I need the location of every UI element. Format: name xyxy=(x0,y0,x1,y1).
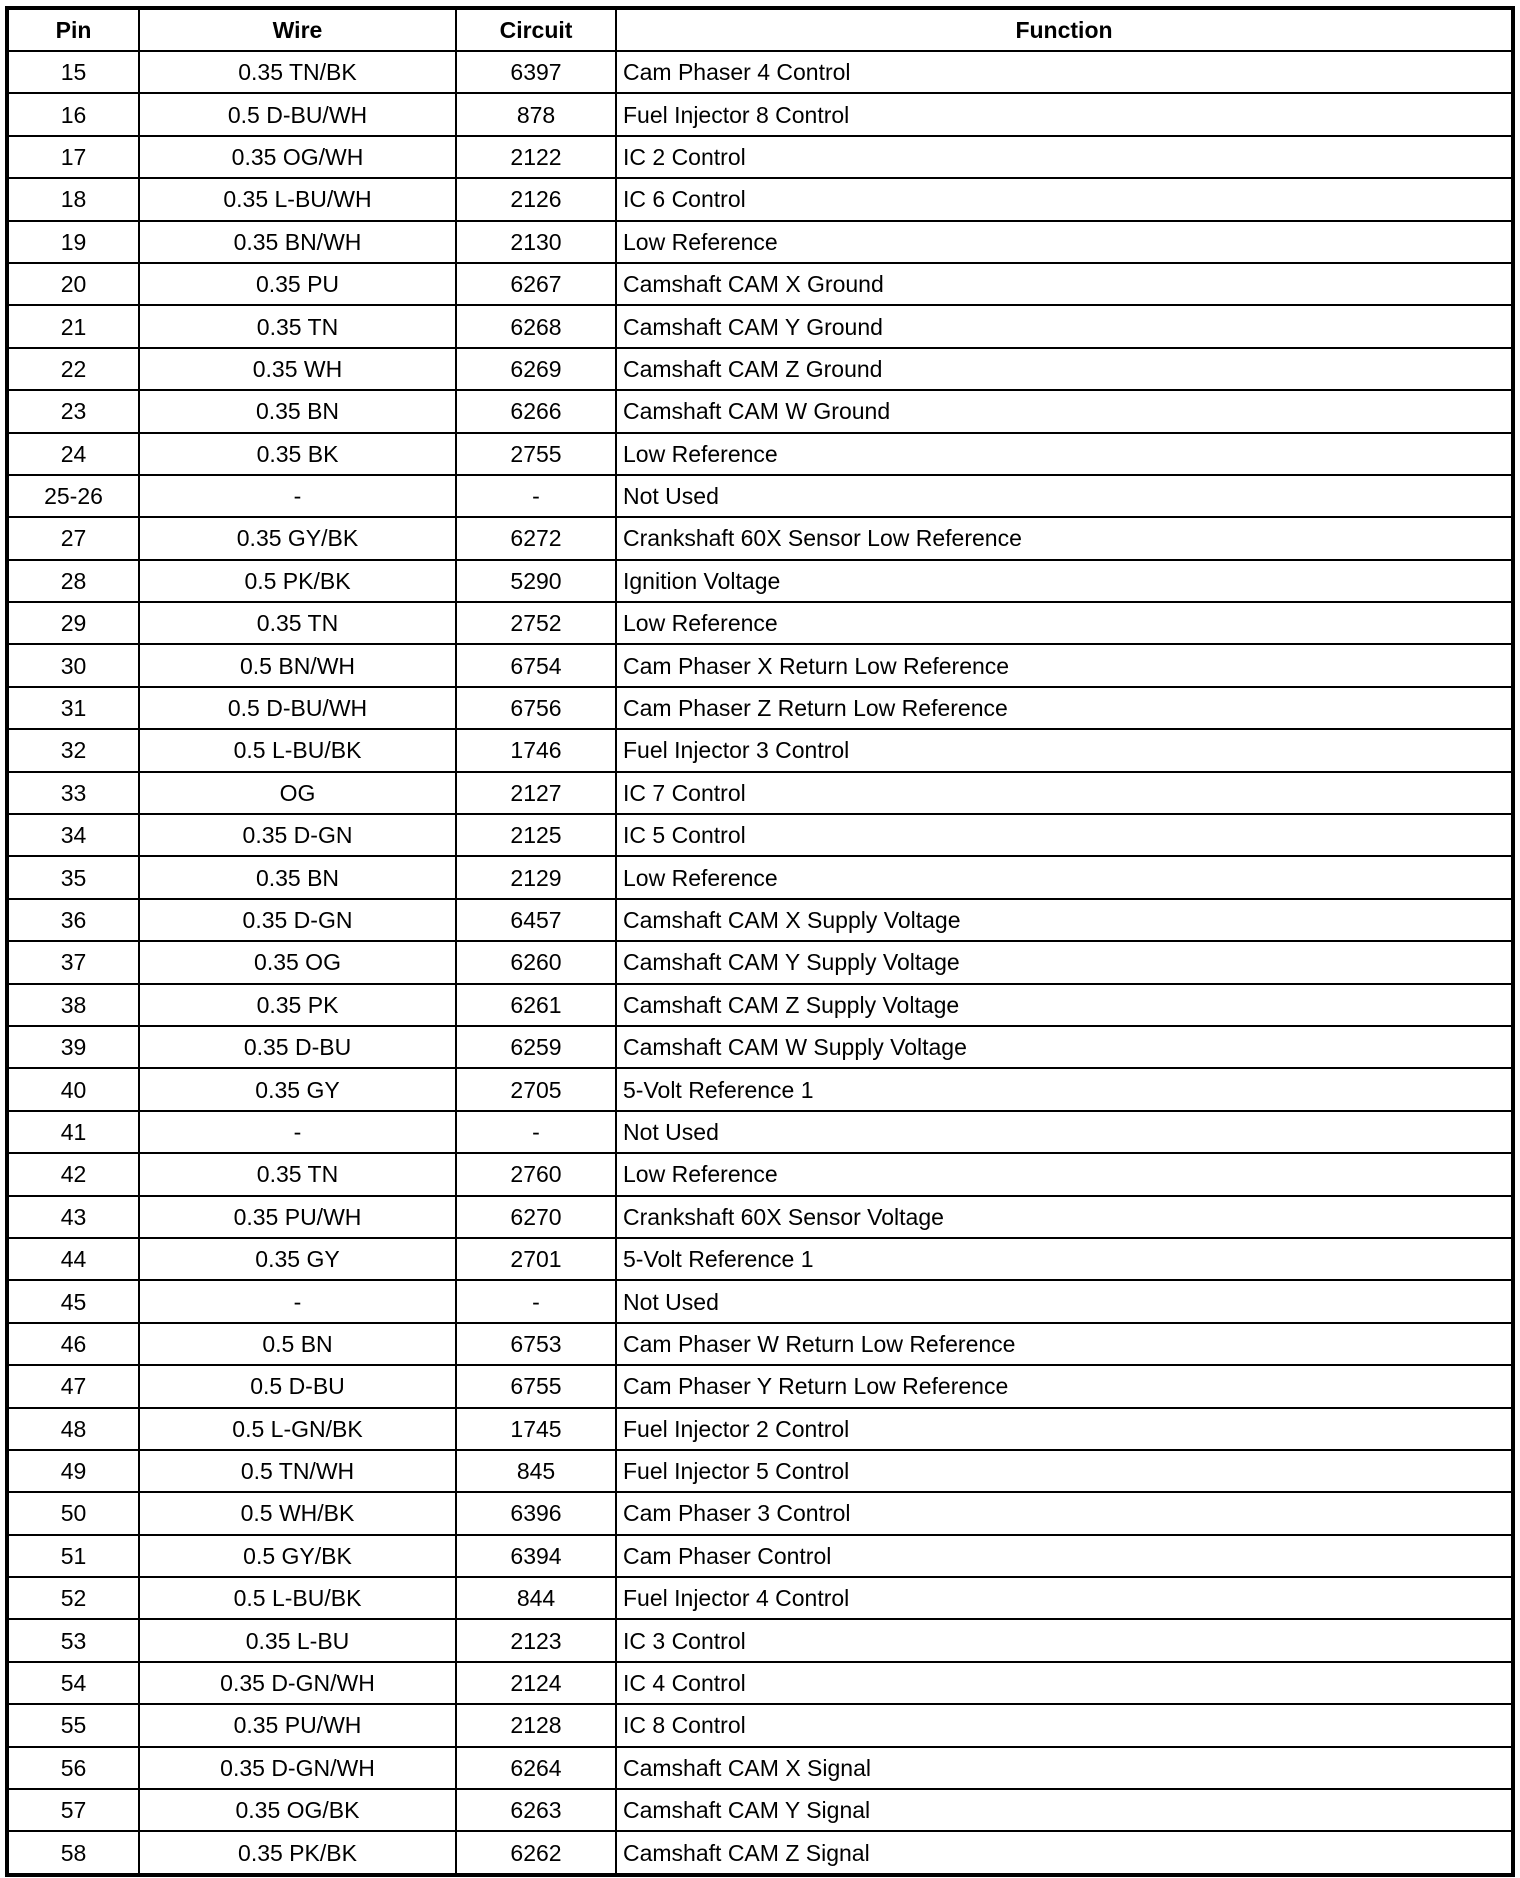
function-cell: Not Used xyxy=(616,1280,1513,1322)
pin-cell: 47 xyxy=(7,1365,139,1407)
pin-cell: 55 xyxy=(7,1704,139,1746)
table-row xyxy=(7,433,1513,475)
function-cell: 5-Volt Reference 1 xyxy=(616,1068,1513,1110)
pin-cell: 35 xyxy=(7,856,139,898)
function-cell: Ignition Voltage xyxy=(616,560,1513,602)
pin-cell: 30 xyxy=(7,644,139,686)
wire-cell: 0.35 D-BU xyxy=(139,1026,456,1068)
table-row xyxy=(7,1026,1513,1068)
circuit-cell: 6261 xyxy=(456,984,616,1026)
table-row xyxy=(7,1153,1513,1195)
table-row xyxy=(7,1662,1513,1704)
circuit-cell: - xyxy=(456,475,616,517)
table-row xyxy=(7,263,1513,305)
circuit-cell: 6268 xyxy=(456,305,616,347)
circuit-cell: 1746 xyxy=(456,729,616,771)
table-row xyxy=(7,51,1513,93)
circuit-cell: 2760 xyxy=(456,1153,616,1195)
pin-cell: 32 xyxy=(7,729,139,771)
function-cell: Low Reference xyxy=(616,433,1513,475)
function-cell: IC 8 Control xyxy=(616,1704,1513,1746)
pin-cell: 46 xyxy=(7,1323,139,1365)
function-cell: IC 7 Control xyxy=(616,772,1513,814)
wire-cell: 0.35 TN xyxy=(139,602,456,644)
wire-cell: 0.35 D-GN xyxy=(139,814,456,856)
circuit-cell: 6266 xyxy=(456,390,616,432)
pin-cell: 52 xyxy=(7,1577,139,1619)
table-row xyxy=(7,899,1513,941)
pin-cell: 49 xyxy=(7,1450,139,1492)
circuit-cell: 2752 xyxy=(456,602,616,644)
table-row xyxy=(7,1068,1513,1110)
function-cell: IC 5 Control xyxy=(616,814,1513,856)
wire-cell: 0.5 L-BU/BK xyxy=(139,1577,456,1619)
wire-cell: 0.35 PK/BK xyxy=(139,1831,456,1874)
pin-cell: 20 xyxy=(7,263,139,305)
wire-cell: 0.35 GY xyxy=(139,1238,456,1280)
circuit-cell: 2705 xyxy=(456,1068,616,1110)
circuit-cell: 2127 xyxy=(456,772,616,814)
table-row xyxy=(7,984,1513,1026)
circuit-cell: 6259 xyxy=(456,1026,616,1068)
function-cell: Low Reference xyxy=(616,602,1513,644)
wire-cell: 0.35 OG/WH xyxy=(139,136,456,178)
wire-cell: 0.35 D-GN xyxy=(139,899,456,941)
function-cell: Camshaft CAM Y Signal xyxy=(616,1789,1513,1831)
pin-cell: 16 xyxy=(7,93,139,135)
function-cell: Cam Phaser 4 Control xyxy=(616,51,1513,93)
function-cell: Camshaft CAM W Ground xyxy=(616,390,1513,432)
pin-cell: 19 xyxy=(7,221,139,263)
function-cell: Camshaft CAM Y Ground xyxy=(616,305,1513,347)
circuit-cell: 6269 xyxy=(456,348,616,390)
wire-cell: 0.35 TN xyxy=(139,1153,456,1195)
table-row xyxy=(7,602,1513,644)
table-row xyxy=(7,1619,1513,1661)
wire-cell: 0.35 BK xyxy=(139,433,456,475)
circuit-cell: 6262 xyxy=(456,1831,616,1874)
circuit-cell: - xyxy=(456,1280,616,1322)
wire-cell: 0.35 PU/WH xyxy=(139,1704,456,1746)
pin-cell: 28 xyxy=(7,560,139,602)
table-row xyxy=(7,1238,1513,1280)
wire-cell: 0.5 PK/BK xyxy=(139,560,456,602)
table-row xyxy=(7,560,1513,602)
table-row xyxy=(7,1577,1513,1619)
wire-cell: - xyxy=(139,1280,456,1322)
table-row xyxy=(7,1789,1513,1831)
function-cell: Fuel Injector 3 Control xyxy=(616,729,1513,771)
pin-cell: 29 xyxy=(7,602,139,644)
pin-cell: 34 xyxy=(7,814,139,856)
wire-cell: 0.5 D-BU/WH xyxy=(139,93,456,135)
table-row xyxy=(7,221,1513,263)
function-cell: Cam Phaser X Return Low Reference xyxy=(616,644,1513,686)
function-cell: Low Reference xyxy=(616,1153,1513,1195)
wire-cell: 0.35 BN xyxy=(139,390,456,432)
pin-cell: 24 xyxy=(7,433,139,475)
table-row xyxy=(7,1450,1513,1492)
function-cell: Not Used xyxy=(616,1111,1513,1153)
table-row xyxy=(7,1492,1513,1534)
pin-cell: 45 xyxy=(7,1280,139,1322)
table-row xyxy=(7,517,1513,559)
circuit-cell: 6753 xyxy=(456,1323,616,1365)
circuit-cell: 6755 xyxy=(456,1365,616,1407)
wire-cell: - xyxy=(139,1111,456,1153)
circuit-cell: - xyxy=(456,1111,616,1153)
circuit-cell: 2122 xyxy=(456,136,616,178)
pin-cell: 43 xyxy=(7,1196,139,1238)
function-cell: Camshaft CAM W Supply Voltage xyxy=(616,1026,1513,1068)
function-cell: Crankshaft 60X Sensor Voltage xyxy=(616,1196,1513,1238)
wire-cell: 0.35 OG xyxy=(139,941,456,983)
function-cell: IC 2 Control xyxy=(616,136,1513,178)
function-cell: Camshaft CAM X Supply Voltage xyxy=(616,899,1513,941)
circuit-cell: 6260 xyxy=(456,941,616,983)
function-cell: 5-Volt Reference 1 xyxy=(616,1238,1513,1280)
pin-cell: 48 xyxy=(7,1408,139,1450)
wire-cell: OG xyxy=(139,772,456,814)
circuit-cell: 6756 xyxy=(456,687,616,729)
pin-cell: 21 xyxy=(7,305,139,347)
table-row xyxy=(7,1196,1513,1238)
wire-cell: 0.35 PK xyxy=(139,984,456,1026)
wire-cell: 0.5 L-GN/BK xyxy=(139,1408,456,1450)
pin-cell: 51 xyxy=(7,1535,139,1577)
wire-cell: 0.35 TN xyxy=(139,305,456,347)
table-row xyxy=(7,305,1513,347)
wire-cell: 0.5 GY/BK xyxy=(139,1535,456,1577)
pin-cell: 17 xyxy=(7,136,139,178)
table-row xyxy=(7,814,1513,856)
header-row xyxy=(7,8,1513,51)
table-row xyxy=(7,1111,1513,1153)
circuit-cell: 6264 xyxy=(456,1747,616,1789)
pin-cell: 57 xyxy=(7,1789,139,1831)
table-row xyxy=(7,178,1513,220)
circuit-cell: 2755 xyxy=(456,433,616,475)
function-cell: Fuel Injector 8 Control xyxy=(616,93,1513,135)
pin-cell: 22 xyxy=(7,348,139,390)
header-pin: Pin xyxy=(7,8,139,51)
pin-cell: 58 xyxy=(7,1831,139,1874)
circuit-cell: 6397 xyxy=(456,51,616,93)
function-cell: IC 6 Control xyxy=(616,178,1513,220)
table-row xyxy=(7,93,1513,135)
table-row xyxy=(7,856,1513,898)
wire-cell: 0.35 OG/BK xyxy=(139,1789,456,1831)
wire-cell: 0.5 TN/WH xyxy=(139,1450,456,1492)
function-cell: Cam Phaser W Return Low Reference xyxy=(616,1323,1513,1365)
table-row xyxy=(7,1280,1513,1322)
function-cell: Cam Phaser Y Return Low Reference xyxy=(616,1365,1513,1407)
pin-cell: 38 xyxy=(7,984,139,1026)
header-function: Function xyxy=(616,8,1513,51)
pin-cell: 40 xyxy=(7,1068,139,1110)
pin-cell: 50 xyxy=(7,1492,139,1534)
circuit-cell: 844 xyxy=(456,1577,616,1619)
circuit-cell: 2123 xyxy=(456,1619,616,1661)
wire-cell: 0.35 GY/BK xyxy=(139,517,456,559)
connector-pinout-table xyxy=(5,6,1515,1877)
function-cell: Fuel Injector 5 Control xyxy=(616,1450,1513,1492)
circuit-cell: 2125 xyxy=(456,814,616,856)
pin-cell: 37 xyxy=(7,941,139,983)
wire-cell: 0.5 WH/BK xyxy=(139,1492,456,1534)
function-cell: Fuel Injector 2 Control xyxy=(616,1408,1513,1450)
pin-cell: 39 xyxy=(7,1026,139,1068)
circuit-cell: 2129 xyxy=(456,856,616,898)
function-cell: Camshaft CAM X Ground xyxy=(616,263,1513,305)
circuit-cell: 878 xyxy=(456,93,616,135)
pin-cell: 18 xyxy=(7,178,139,220)
circuit-cell: 6267 xyxy=(456,263,616,305)
pin-cell: 31 xyxy=(7,687,139,729)
table-row xyxy=(7,475,1513,517)
table-row xyxy=(7,136,1513,178)
pin-cell: 54 xyxy=(7,1662,139,1704)
table-row xyxy=(7,1704,1513,1746)
circuit-cell: 6754 xyxy=(456,644,616,686)
function-cell: Low Reference xyxy=(616,856,1513,898)
wire-cell: 0.5 D-BU xyxy=(139,1365,456,1407)
table-row xyxy=(7,390,1513,432)
wire-cell: - xyxy=(139,475,456,517)
circuit-cell: 845 xyxy=(456,1450,616,1492)
wire-cell: 0.35 TN/BK xyxy=(139,51,456,93)
circuit-cell: 2126 xyxy=(456,178,616,220)
pin-cell: 25-26 xyxy=(7,475,139,517)
wire-cell: 0.35 WH xyxy=(139,348,456,390)
pin-cell: 33 xyxy=(7,772,139,814)
wire-cell: 0.5 L-BU/BK xyxy=(139,729,456,771)
function-cell: Cam Phaser 3 Control xyxy=(616,1492,1513,1534)
pin-cell: 44 xyxy=(7,1238,139,1280)
pin-cell: 41 xyxy=(7,1111,139,1153)
pin-cell: 53 xyxy=(7,1619,139,1661)
circuit-cell: 6272 xyxy=(456,517,616,559)
wire-cell: 0.35 BN xyxy=(139,856,456,898)
wire-cell: 0.35 D-GN/WH xyxy=(139,1747,456,1789)
table-row xyxy=(7,1323,1513,1365)
table-row xyxy=(7,1408,1513,1450)
function-cell: Not Used xyxy=(616,475,1513,517)
function-cell: Cam Phaser Control xyxy=(616,1535,1513,1577)
circuit-cell: 6270 xyxy=(456,1196,616,1238)
function-cell: Camshaft CAM Z Ground xyxy=(616,348,1513,390)
function-cell: Camshaft CAM Y Supply Voltage xyxy=(616,941,1513,983)
circuit-cell: 1745 xyxy=(456,1408,616,1450)
wire-cell: 0.35 D-GN/WH xyxy=(139,1662,456,1704)
function-cell: Camshaft CAM Z Signal xyxy=(616,1831,1513,1874)
wire-cell: 0.35 PU xyxy=(139,263,456,305)
circuit-cell: 2124 xyxy=(456,1662,616,1704)
table-row xyxy=(7,348,1513,390)
table-row xyxy=(7,644,1513,686)
wire-cell: 0.5 BN xyxy=(139,1323,456,1365)
header-wire: Wire xyxy=(139,8,456,51)
header-circuit: Circuit xyxy=(456,8,616,51)
wire-cell: 0.35 GY xyxy=(139,1068,456,1110)
pin-cell: 42 xyxy=(7,1153,139,1195)
circuit-cell: 2128 xyxy=(456,1704,616,1746)
function-cell: Camshaft CAM X Signal xyxy=(616,1747,1513,1789)
table-row xyxy=(7,729,1513,771)
function-cell: Camshaft CAM Z Supply Voltage xyxy=(616,984,1513,1026)
table-row xyxy=(7,1365,1513,1407)
pin-cell: 56 xyxy=(7,1747,139,1789)
table-row xyxy=(7,1747,1513,1789)
circuit-cell: 6394 xyxy=(456,1535,616,1577)
function-cell: IC 3 Control xyxy=(616,1619,1513,1661)
pin-cell: 27 xyxy=(7,517,139,559)
pin-cell: 23 xyxy=(7,390,139,432)
circuit-cell: 5290 xyxy=(456,560,616,602)
wire-cell: 0.35 L-BU xyxy=(139,1619,456,1661)
table-row xyxy=(7,772,1513,814)
circuit-cell: 2701 xyxy=(456,1238,616,1280)
wire-cell: 0.35 PU/WH xyxy=(139,1196,456,1238)
table-row xyxy=(7,1831,1513,1874)
table-row xyxy=(7,941,1513,983)
function-cell: IC 4 Control xyxy=(616,1662,1513,1704)
wire-cell: 0.5 BN/WH xyxy=(139,644,456,686)
circuit-cell: 6263 xyxy=(456,1789,616,1831)
circuit-cell: 2130 xyxy=(456,221,616,263)
circuit-cell: 6396 xyxy=(456,1492,616,1534)
wire-cell: 0.35 BN/WH xyxy=(139,221,456,263)
pin-cell: 36 xyxy=(7,899,139,941)
circuit-cell: 6457 xyxy=(456,899,616,941)
function-cell: Crankshaft 60X Sensor Low Reference xyxy=(616,517,1513,559)
wire-cell: 0.5 D-BU/WH xyxy=(139,687,456,729)
table-row xyxy=(7,1535,1513,1577)
wire-cell: 0.35 L-BU/WH xyxy=(139,178,456,220)
function-cell: Cam Phaser Z Return Low Reference xyxy=(616,687,1513,729)
pin-cell: 15 xyxy=(7,51,139,93)
table-row xyxy=(7,687,1513,729)
function-cell: Low Reference xyxy=(616,221,1513,263)
function-cell: Fuel Injector 4 Control xyxy=(616,1577,1513,1619)
